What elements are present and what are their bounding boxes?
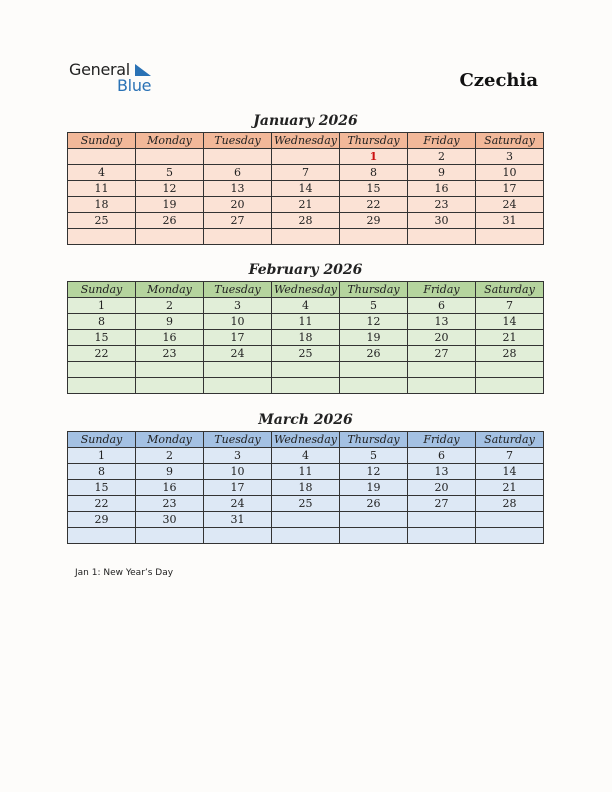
day-cell	[340, 378, 408, 394]
day-cell	[340, 229, 408, 245]
weekday-header: Wednesday	[272, 432, 340, 448]
day-cell: 11	[272, 314, 340, 330]
day-cell	[272, 528, 340, 544]
day-cell: 25	[272, 496, 340, 512]
day-cell: 24	[476, 197, 544, 213]
day-cell: 8	[340, 165, 408, 181]
day-cell: 22	[68, 496, 136, 512]
week-row	[68, 480, 544, 496]
month-january	[67, 111, 544, 245]
day-cell	[68, 229, 136, 245]
day-cell	[204, 378, 272, 394]
day-cell: 18	[68, 197, 136, 213]
day-cell: 26	[340, 346, 408, 362]
day-cell: 20	[408, 480, 476, 496]
month-title: January 2026	[253, 113, 358, 129]
day-cell	[476, 362, 544, 378]
week-row	[68, 362, 544, 378]
day-cell: 29	[68, 512, 136, 528]
day-cell	[204, 362, 272, 378]
weekday-header: Saturday	[476, 133, 544, 149]
day-cell: 6	[408, 298, 476, 314]
day-cell: 9	[136, 314, 204, 330]
weekday-header: Wednesday	[272, 282, 340, 298]
day-cell	[272, 362, 340, 378]
day-cell: 27	[408, 346, 476, 362]
day-cell: 12	[340, 464, 408, 480]
day-cell: 18	[272, 480, 340, 496]
day-cell: 16	[136, 480, 204, 496]
day-cell	[68, 149, 136, 165]
day-cell: 2	[136, 298, 204, 314]
day-cell: 1	[68, 448, 136, 464]
weekday-header: Monday	[136, 282, 204, 298]
day-cell	[136, 149, 204, 165]
weekday-header: Tuesday	[204, 282, 272, 298]
week-row	[68, 448, 544, 464]
day-cell: 17	[204, 330, 272, 346]
day-cell: 3	[476, 149, 544, 165]
day-cell: 10	[204, 464, 272, 480]
day-cell: 21	[272, 197, 340, 213]
day-cell	[408, 378, 476, 394]
day-cell	[408, 512, 476, 528]
day-cell	[408, 362, 476, 378]
day-cell	[408, 229, 476, 245]
day-cell	[204, 528, 272, 544]
day-cell: 27	[204, 213, 272, 229]
calendar-body	[68, 149, 544, 245]
day-cell: 4	[68, 165, 136, 181]
month-title: March 2026	[258, 412, 353, 428]
day-cell: 21	[476, 330, 544, 346]
week-row	[68, 346, 544, 362]
month-february	[67, 260, 544, 394]
day-cell: 9	[136, 464, 204, 480]
week-row	[68, 165, 544, 181]
day-cell: 30	[136, 512, 204, 528]
day-cell	[136, 229, 204, 245]
day-cell: 23	[408, 197, 476, 213]
day-cell: 5	[340, 448, 408, 464]
day-cell	[272, 149, 340, 165]
week-row	[68, 149, 544, 165]
day-cell: 8	[68, 314, 136, 330]
day-cell	[340, 528, 408, 544]
day-cell	[340, 362, 408, 378]
day-cell: 26	[340, 496, 408, 512]
weekday-header: Friday	[408, 133, 476, 149]
day-cell: 19	[136, 197, 204, 213]
day-cell	[68, 528, 136, 544]
day-cell: 24	[204, 346, 272, 362]
day-cell: 1	[340, 149, 408, 165]
weekday-header: Wednesday	[272, 133, 340, 149]
week-row	[68, 229, 544, 245]
day-cell: 23	[136, 496, 204, 512]
generalblue-logo	[69, 60, 169, 96]
weekday-header-row	[68, 282, 544, 298]
month-title: February 2026	[248, 262, 363, 278]
calendar-table	[67, 132, 544, 245]
weekday-header: Saturday	[476, 432, 544, 448]
day-cell: 7	[476, 298, 544, 314]
weekday-header: Monday	[136, 133, 204, 149]
day-cell	[476, 229, 544, 245]
logo-triangle-icon	[133, 63, 153, 77]
week-row	[68, 314, 544, 330]
day-cell: 4	[272, 448, 340, 464]
calendar-body	[68, 448, 544, 544]
day-cell: 4	[272, 298, 340, 314]
day-cell: 2	[136, 448, 204, 464]
day-cell: 19	[340, 330, 408, 346]
weekday-header: Thursday	[340, 282, 408, 298]
day-cell: 25	[272, 346, 340, 362]
day-cell: 2	[408, 149, 476, 165]
weekday-header: Thursday	[340, 133, 408, 149]
day-cell: 20	[204, 197, 272, 213]
day-cell: 29	[340, 213, 408, 229]
day-cell: 14	[476, 464, 544, 480]
day-cell: 27	[408, 496, 476, 512]
day-cell	[136, 378, 204, 394]
day-cell: 22	[340, 197, 408, 213]
day-cell: 9	[408, 165, 476, 181]
day-cell: 5	[340, 298, 408, 314]
day-cell: 11	[68, 181, 136, 197]
day-cell	[136, 362, 204, 378]
day-cell	[272, 378, 340, 394]
day-cell: 15	[340, 181, 408, 197]
day-cell: 12	[340, 314, 408, 330]
day-cell	[272, 512, 340, 528]
weekday-header: Thursday	[340, 432, 408, 448]
weekday-header: Sunday	[68, 282, 136, 298]
calendar-table	[67, 281, 544, 394]
day-cell: 13	[408, 314, 476, 330]
month-march	[67, 410, 544, 544]
weekday-header-row	[68, 133, 544, 149]
day-cell: 13	[204, 181, 272, 197]
logo-word-general: General	[69, 60, 130, 79]
week-row	[68, 464, 544, 480]
day-cell: 19	[340, 480, 408, 496]
day-cell: 6	[204, 165, 272, 181]
day-cell: 22	[68, 346, 136, 362]
weekday-header: Friday	[408, 282, 476, 298]
weekday-header: Sunday	[68, 432, 136, 448]
day-cell: 28	[272, 213, 340, 229]
day-cell: 15	[68, 330, 136, 346]
day-cell	[204, 149, 272, 165]
day-cell: 17	[476, 181, 544, 197]
day-cell: 8	[68, 464, 136, 480]
day-cell: 10	[476, 165, 544, 181]
day-cell	[68, 378, 136, 394]
day-cell: 11	[272, 464, 340, 480]
day-cell: 15	[68, 480, 136, 496]
day-cell: 23	[136, 346, 204, 362]
day-cell: 12	[136, 181, 204, 197]
day-cell: 6	[408, 448, 476, 464]
day-cell	[476, 512, 544, 528]
day-cell: 31	[476, 213, 544, 229]
day-cell: 7	[476, 448, 544, 464]
week-row	[68, 496, 544, 512]
weekday-header: Sunday	[68, 133, 136, 149]
day-cell: 5	[136, 165, 204, 181]
day-cell: 20	[408, 330, 476, 346]
country-name: Czechia	[459, 70, 538, 91]
weekday-header-row	[68, 432, 544, 448]
day-cell	[68, 362, 136, 378]
weekday-header: Monday	[136, 432, 204, 448]
day-cell: 16	[408, 181, 476, 197]
calendar-body	[68, 298, 544, 394]
calendar-table	[67, 431, 544, 544]
day-cell: 28	[476, 496, 544, 512]
weekday-header: Friday	[408, 432, 476, 448]
day-cell: 21	[476, 480, 544, 496]
week-row	[68, 330, 544, 346]
day-cell: 31	[204, 512, 272, 528]
day-cell: 14	[272, 181, 340, 197]
week-row	[68, 378, 544, 394]
day-cell: 16	[136, 330, 204, 346]
day-cell: 3	[204, 298, 272, 314]
week-row	[68, 197, 544, 213]
day-cell: 13	[408, 464, 476, 480]
week-row	[68, 181, 544, 197]
day-cell: 25	[68, 213, 136, 229]
day-cell: 28	[476, 346, 544, 362]
day-cell: 14	[476, 314, 544, 330]
day-cell	[136, 528, 204, 544]
holiday-note: Jan 1: New Year’s Day	[75, 568, 174, 578]
day-cell: 24	[204, 496, 272, 512]
week-row	[68, 512, 544, 528]
day-cell: 10	[204, 314, 272, 330]
day-cell: 26	[136, 213, 204, 229]
day-cell	[204, 229, 272, 245]
day-cell	[476, 528, 544, 544]
weekday-header: Tuesday	[204, 133, 272, 149]
weekday-header: Saturday	[476, 282, 544, 298]
day-cell: 17	[204, 480, 272, 496]
holiday-notes	[75, 568, 173, 578]
day-cell	[408, 528, 476, 544]
day-cell: 30	[408, 213, 476, 229]
day-cell: 1	[68, 298, 136, 314]
week-row	[68, 298, 544, 314]
day-cell: 18	[272, 330, 340, 346]
day-cell	[272, 229, 340, 245]
week-row	[68, 528, 544, 544]
weekday-header: Tuesday	[204, 432, 272, 448]
day-cell	[476, 378, 544, 394]
week-row	[68, 213, 544, 229]
day-cell	[340, 512, 408, 528]
day-cell: 3	[204, 448, 272, 464]
day-cell: 7	[272, 165, 340, 181]
logo-word-blue: Blue	[117, 76, 152, 95]
